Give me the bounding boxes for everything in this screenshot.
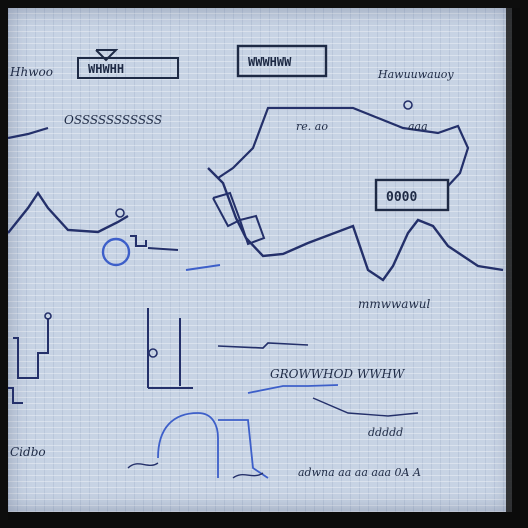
lower-sketch	[128, 463, 263, 478]
step-outline	[240, 216, 264, 244]
label-row: OSSSSSSSSSSS	[64, 113, 163, 127]
bracket-line	[148, 248, 178, 250]
label-mid-right: aaa	[408, 120, 428, 133]
small-node	[149, 349, 157, 357]
label-bottom-left: Cidbo	[10, 445, 46, 459]
sketch-paper	[8, 8, 512, 512]
label-lower-row-2: ddddd	[368, 426, 404, 439]
lower-sketch	[158, 413, 268, 478]
step-outline	[213, 193, 240, 226]
lower-trace	[248, 385, 338, 393]
upper-trace	[218, 108, 468, 186]
lower-trace	[313, 398, 418, 416]
label-box-left: WHWHH	[88, 62, 125, 76]
bracket	[130, 236, 146, 246]
circle-marker	[103, 239, 129, 265]
sketch-drawing	[8, 8, 512, 512]
arrow-stroke	[186, 265, 220, 270]
left-arc	[8, 128, 48, 138]
small-node	[116, 209, 124, 217]
lower-trace	[218, 343, 308, 348]
label-right-caption: mmwwawul	[358, 297, 431, 311]
signal-line-main	[208, 168, 503, 280]
small-node	[404, 101, 412, 109]
label-lower-row-1: GROWWHOD WWHW	[270, 367, 405, 381]
left-ladder-2	[8, 388, 23, 403]
label-box-right: 0000	[386, 190, 418, 205]
label-top-left: Hhwoo	[10, 65, 53, 79]
label-top-right: Hawuuwauoy	[378, 68, 454, 81]
label-mid-center: re. ao	[296, 120, 328, 133]
label-bottom-row: adwna aa aa aaa 0A A	[298, 466, 421, 479]
label-box-center: WWWHWW	[248, 55, 292, 69]
left-ladder	[13, 318, 48, 378]
signal-line	[8, 193, 128, 233]
sheet-dark-edge	[506, 8, 512, 512]
